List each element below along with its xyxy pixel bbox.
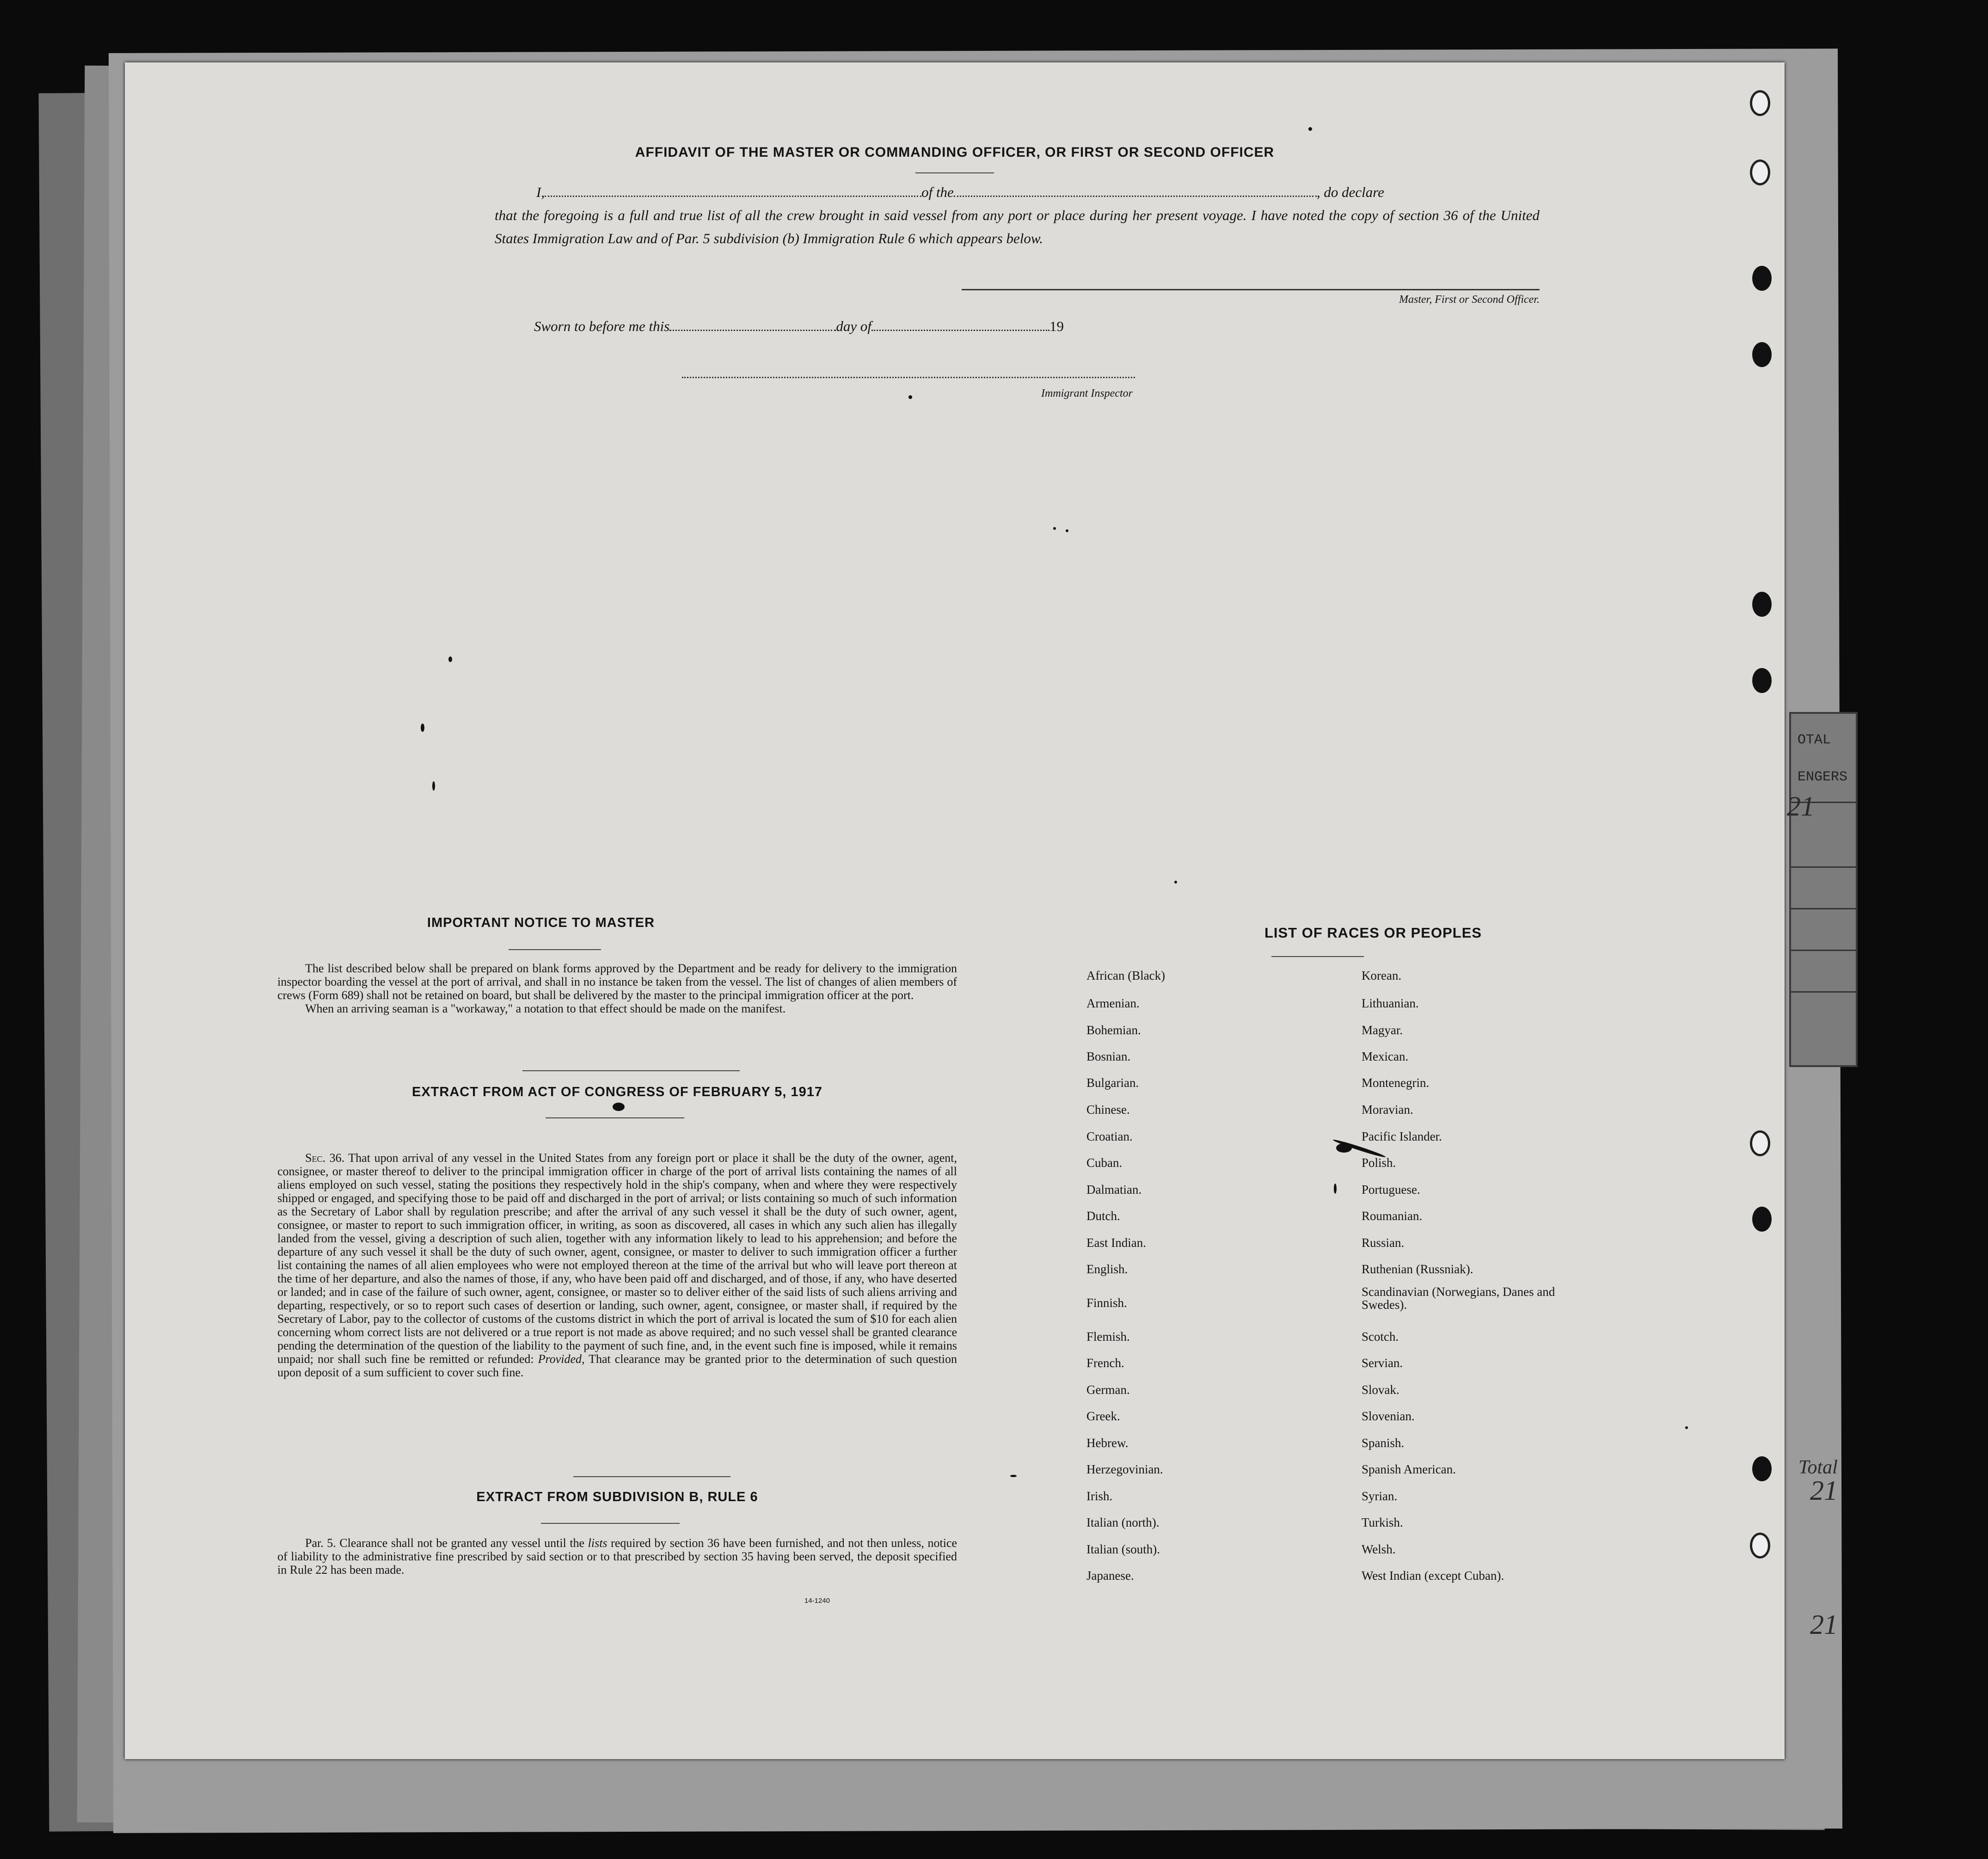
ink-mark (908, 395, 912, 399)
race-item: Croatian. (1086, 1129, 1133, 1143)
race-item: Flemish. (1086, 1330, 1130, 1344)
divider (573, 1476, 730, 1477)
race-item: Roumanian. (1362, 1209, 1423, 1223)
binder-hole (1752, 1456, 1772, 1481)
ink-mark (1010, 1475, 1017, 1477)
race-item: Mexican. (1362, 1049, 1409, 1063)
race-item: Japanese. (1086, 1569, 1134, 1583)
sworn-line (534, 318, 1064, 335)
race-item: Korean. (1362, 969, 1402, 982)
race-item: Slovenian. (1362, 1409, 1415, 1423)
race-item: Irish. (1086, 1489, 1113, 1503)
section-36-text (277, 1151, 957, 1379)
race-item: Syrian. (1362, 1489, 1398, 1503)
notice-paragraph: The list described below shall be prepared on blank forms approved by the Department and be ready for delivery to the immigration inspector boarding the vessel at the port of arrival, and shall in no instance be taken from the vessel. The list of changes of alien members of crews (Form 689) shall not be retained on board, but shall be delivered by the master to the principal immigration officer at the port. (277, 962, 957, 1002)
binder-hole (1752, 342, 1772, 367)
ink-mark (613, 1103, 625, 1111)
notice-paragraph: When an arriving seaman is a "workaway," a notation to that effect should be made on the manifest. (305, 1002, 786, 1015)
race-item: Hebrew. (1086, 1436, 1129, 1450)
race-item: Chinese. (1086, 1103, 1130, 1117)
lists-word: lists (588, 1536, 607, 1550)
divider (546, 1117, 684, 1118)
vessel-blank (954, 184, 1317, 197)
race-item: Greek. (1086, 1409, 1120, 1423)
form-code: 14-1240 (804, 1597, 830, 1605)
race-item: French. (1086, 1356, 1124, 1370)
race-item: Spanish American. (1362, 1462, 1456, 1476)
section-36-end: That clearance may be granted prior to the determination of such question upon deposit of a sum sufficient to cover such fine. (277, 1352, 957, 1379)
race-item: Portuguese. (1362, 1183, 1420, 1196)
divider (522, 1070, 740, 1071)
par-5-body: Par. 5. Clearance shall not be granted any vessel until the (305, 1536, 585, 1550)
binder-hole (1750, 1130, 1770, 1156)
race-item: Herzegovinian. (1086, 1462, 1163, 1476)
document-page (125, 62, 1785, 1759)
race-item: Scotch. (1362, 1330, 1399, 1344)
race-item: Bulgarian. (1086, 1076, 1139, 1090)
binder-hole (1752, 266, 1772, 291)
race-item: African (Black) (1086, 969, 1166, 982)
race-item: English. (1086, 1262, 1128, 1276)
ink-mark (1685, 1426, 1688, 1429)
race-item: Welsh. (1362, 1542, 1396, 1556)
month-blank (871, 319, 1049, 331)
divider (1271, 956, 1364, 957)
handwritten-note: 21 (1810, 1475, 1838, 1506)
ink-mark (1336, 1143, 1352, 1153)
race-item: Bohemian. (1086, 1023, 1141, 1037)
sworn-prefix: Sworn to before me this (534, 318, 670, 334)
affidavit-declare-label: , do declare (1316, 184, 1384, 200)
race-item: Servian. (1362, 1356, 1403, 1370)
race-item: Polish. (1362, 1156, 1396, 1170)
race-item: Bosnian. (1086, 1049, 1131, 1063)
race-item: Spanish. (1362, 1436, 1405, 1450)
race-item: Finnish. (1086, 1296, 1127, 1310)
race-item: Italian (north). (1086, 1515, 1160, 1529)
provided-word: Provided, (538, 1352, 585, 1366)
ink-mark (1053, 527, 1056, 530)
binder-hole (1750, 160, 1770, 185)
affidavit-statement: that the foregoing is a full and true list of all the crew brought in said vessel from any port or place during her present voyage. I have noted the copy of section 36 of the United States Immigration Law and of Par. 5 subdivision (b) Immigration Rule 6 which appears below. (495, 207, 1540, 246)
ink-mark (448, 656, 452, 662)
race-item: Italian (south). (1086, 1542, 1160, 1556)
race-item: Turkish. (1362, 1515, 1403, 1529)
handwritten-note: 21 (1810, 1609, 1838, 1640)
race-item: West Indian (except Cuban). (1362, 1569, 1504, 1583)
race-item: Armenian. (1086, 996, 1140, 1010)
binder-hole (1752, 668, 1772, 693)
section-36-body: That upon arrival of any vessel in the United States from any foreign port or place it shall be the duty of the owner, agent, consignee, or master thereof to deliver to the principal immigration officer in charge of the port of arrival lists containing the names of all aliens employed on such vessel, stating the positions they respectively hold in the ship's company, when and where they were respectively shipped or engaged, and specifying those to be paid off and discharged in the port of arrival; or lists containing so much of such information as the Secretary of Labor shall by regulation prescribe; and after the arrival of any such vessel it shall be the duty of such owner, agent, consignee, or master to report to such immigration officer, in writing, as soon as discovered, all cases in which any such alien has illegally landed from the vessel, giving a description of such alien, together with any information likely to lead to his apprehension; and before the departure of any such vessel it shall be the duty of such owner, agent, consignee, or master to deliver to such immigration officer a further list containing the names of all alien employees who were not employed thereon at the time of the arrival but who will leave port thereon at the time of her departure, and also the names of those, if any, who have been paid off and discharged, and of those, if any, who have deserted or landed; and in case of the failure of such owner, agent, consignee, or master so to deliver either of the said lists of such aliens arriving and departing, respectively, or so to report such cases of desertion or landing, such owner, agent, consignee, or master shall, if required by the Secretary of Labor, pay to the collector of customs of the customs district in which the port of arrival is located the sum of $10 for each alien concerning whom correct lists are not delivered or a true report is not made as above required; and no such vessel shall be granted clearance pending the determination of the question of the liability to the payment of such fine, and, in the event such fine is imposed, while it remains unpaid; nor shall such fine be remitted or refunded: (277, 1151, 957, 1366)
par-5-text (277, 1536, 957, 1577)
ink-mark (421, 724, 424, 732)
ink-mark (1334, 1184, 1337, 1194)
affidavit-body (495, 181, 1540, 250)
race-item: Lithuanian. (1362, 996, 1419, 1010)
binder-hole (1752, 1207, 1772, 1232)
side-card-text: OTAL (1798, 732, 1831, 748)
races-list-title: LIST OF RACES OR PEOPLES (1264, 925, 1482, 941)
inspector-signature-line (682, 377, 1135, 378)
race-item: Dutch. (1086, 1209, 1120, 1223)
ink-mark (1066, 529, 1068, 532)
race-item: East Indian. (1086, 1236, 1146, 1250)
race-item: German. (1086, 1383, 1130, 1397)
extract-rule-title: EXTRACT FROM SUBDIVISION B, RULE 6 (476, 1490, 758, 1504)
race-item: Moravian. (1362, 1103, 1413, 1117)
race-item: Ruthenian (Russniak). (1362, 1262, 1473, 1276)
sworn-year: 19 (1049, 318, 1064, 334)
binder-hole (1750, 1533, 1770, 1558)
ink-mark (432, 781, 435, 791)
day-blank (669, 319, 836, 331)
sworn-day-of: day of (836, 318, 871, 334)
ink-mark (1308, 127, 1312, 131)
divider (915, 172, 994, 173)
master-signature-line (962, 289, 1540, 290)
par-5-body-end: required by section 36 have been furnished, and not then unless, notice of liability to the administrative fine prescribed by said section or to that prescribed by section 35 having been served, the deposit specified in Rule 22 has been made. (277, 1536, 957, 1577)
handwritten-note: 21 (1787, 791, 1815, 822)
affidavit-title: AFFIDAVIT OF THE MASTER OR COMMANDING OFFICER, OR FIRST OR SECOND OFFICER (635, 145, 1275, 160)
notice-title: IMPORTANT NOTICE TO MASTER (427, 915, 655, 930)
race-item: Scandinavian (Norwegians, Danes and Swedes). (1362, 1285, 1555, 1312)
divider (509, 949, 601, 950)
side-card-text: ENGERS (1798, 769, 1848, 785)
race-item: Magyar. (1362, 1023, 1403, 1037)
inspector-caption: Immigrant Inspector (1041, 387, 1133, 399)
side-tally-card (1789, 712, 1858, 1067)
race-item: Montenegrin. (1362, 1076, 1430, 1090)
race-item: Slovak. (1362, 1383, 1399, 1397)
binder-hole (1752, 592, 1772, 617)
handwritten-note: Total (1798, 1457, 1838, 1478)
extract-act-title: EXTRACT FROM ACT OF CONGRESS OF FEBRUARY 5, 1917 (411, 1085, 823, 1099)
race-item: Pacific Islander. (1362, 1129, 1442, 1143)
affidavit-of-the-label: of the (921, 184, 954, 200)
divider (541, 1523, 680, 1524)
name-blank (545, 184, 921, 197)
affidavit-i-label: I, (536, 184, 545, 200)
ink-mark (1174, 881, 1177, 883)
race-item: Russian. (1362, 1236, 1405, 1250)
race-item: Cuban. (1086, 1156, 1123, 1170)
binder-hole (1750, 90, 1770, 116)
section-label: Sec. 36. (305, 1151, 345, 1165)
race-item: Dalmatian. (1086, 1183, 1142, 1196)
master-signature-caption: Master, First or Second Officer. (1399, 294, 1540, 306)
notice-body (277, 962, 957, 1015)
